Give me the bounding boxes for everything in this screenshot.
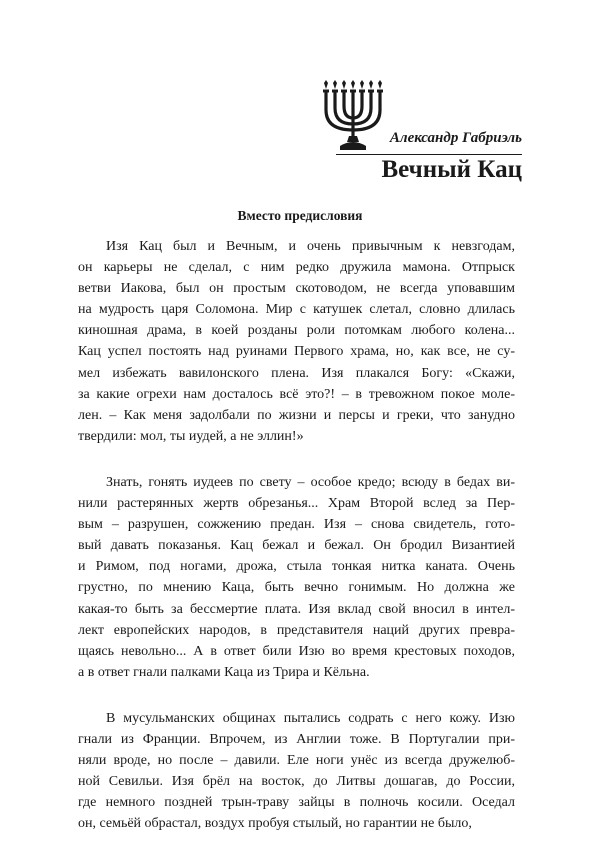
section-heading: Вместо предисловия <box>237 208 363 223</box>
text-line: а в ответ гнали палками Каца из Трира и Кёльна. <box>78 664 370 680</box>
title-divider <box>336 154 522 155</box>
text-line: он, семьёй обрастал, воздух пробуя стылый, но гарантии не было, <box>78 816 472 832</box>
text-line: гнали из Франции. Впрочем, из Англии тоже. В Португалии при- <box>78 731 515 747</box>
text-line: няли вроде, но после – давили. Еле ноги унёс из всегда дружелюб- <box>78 753 515 769</box>
paragraph <box>78 708 515 835</box>
text-line: Изя Кац был и Вечным, и очень привычным к невзгодам, <box>106 239 515 254</box>
text-line: он карьеры не сделал, с ним редко дружила мамона. Отпрыск <box>78 260 515 276</box>
body-text <box>78 236 515 859</box>
text-line: В мусульманских общинах пытались содрать с него кожу. Изю <box>106 710 515 726</box>
text-line: какая-то быть за бессмертие плата. Изя вклад свой вносил в интел- <box>78 601 515 617</box>
text-line: ной Севильи. Изя брёл на восток, до Литвы дошагав, до России, <box>78 774 515 790</box>
text-line: грустно, по мнению Каца, быть вечно гонимым. Но должна же <box>78 580 515 596</box>
text-line: Кац успел постоять над руинами Первого храма, но, как все, не су- <box>78 344 515 360</box>
page-title: Вечный Кац <box>381 156 522 183</box>
text-line: где немного поздней трын-траву зайцы в полночь косили. Оседал <box>78 795 515 811</box>
text-line: твердили: мол, ты иудей, а не эллин!» <box>78 428 304 444</box>
text-line: вый давать показанья. Кац бежал и бежал. Он бродил Византией <box>78 538 515 554</box>
text-line: вым – разрушен, сожжению предан. Изя – снова свидетель, гото- <box>78 517 515 533</box>
paragraph <box>78 236 515 447</box>
text-line: киношная драма, в коей розданы роли потомкам любого колена... <box>78 323 515 339</box>
text-line: Знать, гонять иудеев по свету – особое кредо; всюду в бедах ви- <box>106 474 515 490</box>
text-line: мел избежать вавилонского плена. Изя плакался Богу: «Скажи, <box>78 365 515 381</box>
text-line: щаясь невольно... А в ответ били Изю во время крестовых походов, <box>78 643 515 659</box>
text-line: ветви Иакова, был он простым скотоводом, не всегда уповавшим <box>78 281 515 297</box>
text-line: и Римом, под ногами, дрожа, стыла тонкая нитка каната. Очень <box>78 559 515 575</box>
text-line: лект европейских народов, в представителя наций других превра- <box>78 622 515 638</box>
text-line: на мудрость царя Соломона. Мир с катушек слетал, словно длилась <box>78 302 515 318</box>
text-line: лен. – Как меня задолбали по жизни и персы и греки, что занудно <box>78 407 515 423</box>
text-line: за какие огрехи нам досталось всё это?! – в тревожном покое моле- <box>78 386 515 402</box>
paragraph <box>78 472 515 683</box>
text-line: нили растерянных жертв обрезанья... Храм Второй вслед за Пер- <box>78 496 515 512</box>
author-name: Александр Габриэль <box>389 130 522 146</box>
menorah-icon <box>322 80 384 152</box>
